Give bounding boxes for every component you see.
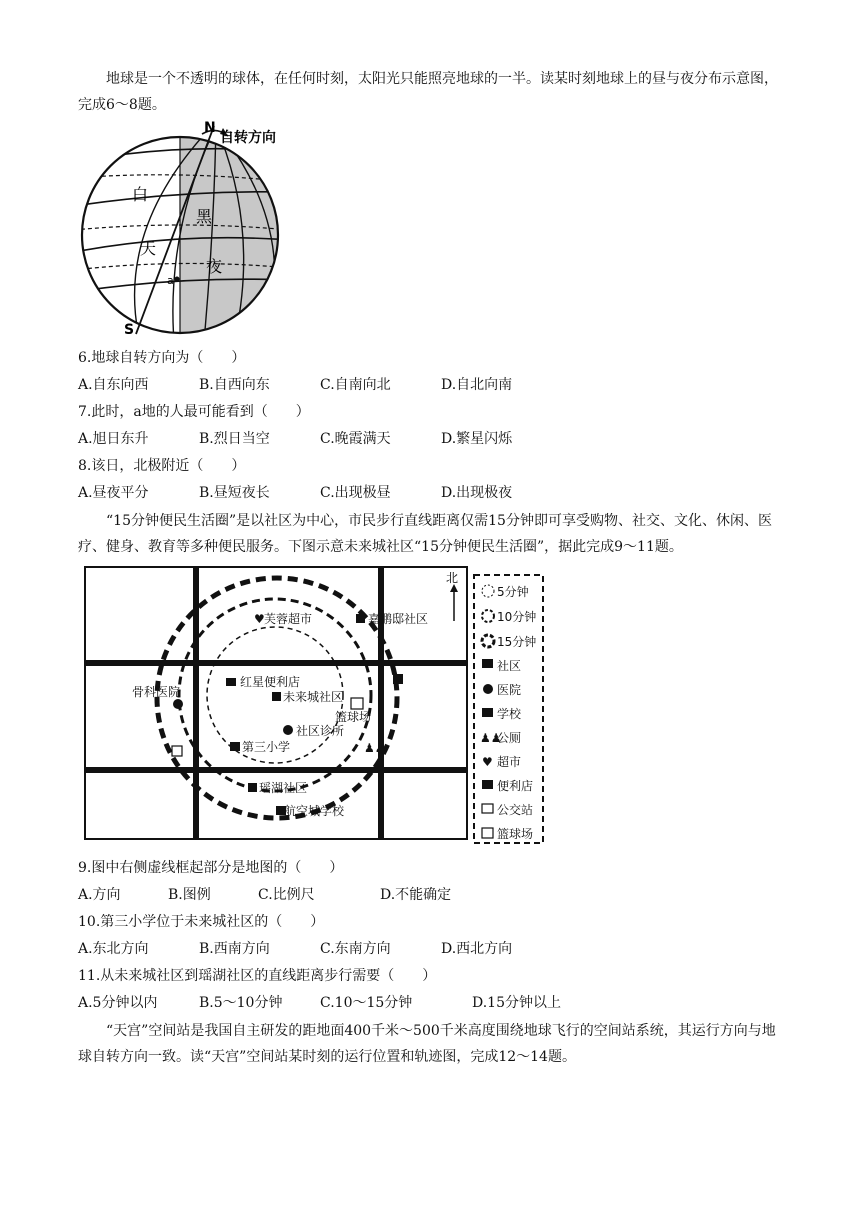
q6-stem: 6.地球自转方向为（ ） <box>78 350 246 366</box>
south-label: S <box>124 322 135 338</box>
option-c[interactable]: C.比例尺 <box>258 887 315 903</box>
community-icon <box>356 614 365 623</box>
legend-toilet-icon: ♟♟ <box>480 731 502 745</box>
legend-bus-icon <box>482 804 493 813</box>
legend-hospital: 医院 <box>497 683 522 697</box>
q11-options <box>78 993 561 1013</box>
legend-5min-icon <box>482 585 494 597</box>
north-label: N <box>204 120 216 136</box>
night-label-1: 黑 <box>196 207 213 226</box>
intro-paragraph-3: “天宫”空间站是我国自主研发的距地面400千米～500千米高度围绕地球飞行的空间站系统，其运行方向与地球自转方向一致。读“天宫”空间站某时刻的运行位置和轨迹图，完成12～14题。 <box>78 1023 776 1065</box>
north-label: 北 <box>446 571 459 585</box>
option-c[interactable]: C.晚霞满天 <box>320 431 391 447</box>
night-label-2: 夜 <box>206 257 223 276</box>
option-d[interactable]: D.15分钟以上 <box>472 995 561 1011</box>
supermarket-icon: ♥ <box>254 612 265 626</box>
option-c[interactable]: C.自南向北 <box>320 377 391 393</box>
community-clinic-label: 社区诊所 <box>296 724 345 738</box>
option-a[interactable]: A.方向 <box>78 887 121 903</box>
legend-store-icon <box>482 780 493 789</box>
legend-supermarket-icon: ♥ <box>482 755 493 769</box>
store-icon <box>393 674 403 684</box>
hospital-icon <box>283 725 293 735</box>
intro-paragraph-1: 地球是一个不透明的球体，在任何时刻，太阳光只能照亮地球的一半。读某时刻地球上的昼与夜分布示意图，完成6～8题。 <box>78 71 778 113</box>
q9-options <box>78 885 451 905</box>
legend-store: 便利店 <box>497 779 534 793</box>
option-a[interactable]: A.东北方向 <box>78 941 149 957</box>
option-c[interactable]: C.10～15分钟 <box>320 995 413 1011</box>
school-icon <box>230 742 240 751</box>
option-a[interactable]: A.旭日东升 <box>78 431 149 447</box>
legend-15min-icon <box>482 635 494 647</box>
legend-bus: 公交站 <box>497 803 534 817</box>
legend-hospital-icon <box>483 684 493 694</box>
intro-paragraph-2: “15分钟便民生活圈”是以社区为中心，市民步行直线距离仅需15分钟即可享受购物、社交、文化、休闲、医疗、健身、教育等多种便民服务。下图示意未来城社区“15分钟便民生活圈”，据此完成9～11题。 <box>78 513 772 555</box>
q7-options <box>78 429 512 449</box>
option-a[interactable]: A.自东向西 <box>78 377 149 393</box>
option-b[interactable]: B.自西向东 <box>199 377 270 393</box>
community-icon <box>272 692 281 701</box>
q8-stem: 8.该日，北极附近（ ） <box>78 458 246 474</box>
store-icon <box>226 678 236 686</box>
option-b[interactable]: B.昼短夜长 <box>199 485 270 501</box>
legend-community: 社区 <box>497 659 522 673</box>
q7-stem: 7.此时，a地的人最可能看到（ ） <box>78 404 310 420</box>
hongxing-store-label: 红星便利店 <box>240 675 301 689</box>
option-c[interactable]: C.出现极昼 <box>320 485 391 501</box>
rotation-direction-label: 自转方向 <box>220 130 276 146</box>
legend <box>474 575 543 843</box>
third-primary-school-label: 第三小学 <box>242 740 291 754</box>
q8-options <box>78 483 512 503</box>
q9-stem: 9.图中右侧虚线框起部分是地图的（ ） <box>78 860 344 876</box>
legend-5min: 5分钟 <box>497 585 529 599</box>
orthopedic-hospital-label: 骨科医院 <box>132 685 181 699</box>
basketball-court-label: 篮球场 <box>335 710 372 724</box>
option-b[interactable]: B.西南方向 <box>199 941 270 957</box>
q11-stem: 11.从未来城社区到瑶湖社区的直线距离步行需要（ ） <box>78 968 437 984</box>
legend-15min: 15分钟 <box>497 635 537 649</box>
option-d[interactable]: D.不能确定 <box>380 887 452 903</box>
hangkong-school-label: 航空城学校 <box>284 804 345 818</box>
legend-10min-icon <box>482 610 494 622</box>
legend-school: 学校 <box>497 707 522 721</box>
legend-school-icon <box>482 708 493 717</box>
option-b[interactable]: B.烈日当空 <box>199 431 270 447</box>
legend-court-icon <box>482 828 493 838</box>
legend-toilet: 公厕 <box>497 731 522 745</box>
furong-supermarket-label: 芙蓉超市 <box>264 612 313 626</box>
point-a-marker <box>175 277 180 282</box>
weilai-community-label: 未来城社区 <box>283 690 344 704</box>
night-half <box>180 130 290 340</box>
q10-stem: 10.第三小学位于未来城社区的（ ） <box>78 914 325 930</box>
option-d[interactable]: D.自北向南 <box>441 377 513 393</box>
option-d[interactable]: D.繁星闪烁 <box>441 431 513 447</box>
option-d[interactable]: D.出现极夜 <box>441 485 513 501</box>
legend-10min: 10分钟 <box>497 610 537 624</box>
legend-court: 篮球场 <box>497 827 534 841</box>
option-a[interactable]: A.5分钟以内 <box>78 995 158 1011</box>
q6-options <box>78 375 512 395</box>
legend-community-icon <box>482 659 493 668</box>
option-a[interactable]: A.昼夜平分 <box>78 485 149 501</box>
yaohu-community-label: 瑶湖社区 <box>259 781 308 795</box>
option-b[interactable]: B.图例 <box>168 887 211 903</box>
day-label-2: 天 <box>140 239 157 258</box>
hospital-icon <box>173 699 183 709</box>
map-frame <box>85 567 467 839</box>
jiapeng-community-label: 嘉鹏邸社区 <box>368 612 429 626</box>
legend-supermarket: 超市 <box>497 755 522 769</box>
option-d[interactable]: D.西北方向 <box>441 941 513 957</box>
toilet-icon: ♟♟ <box>364 741 386 755</box>
option-b[interactable]: B.5～10分钟 <box>199 995 283 1011</box>
community-icon <box>248 783 257 792</box>
living-circle-map <box>84 566 548 848</box>
option-c[interactable]: C.东南方向 <box>320 941 391 957</box>
q10-options <box>78 939 512 959</box>
day-night-globe-figure <box>74 120 314 340</box>
day-label-1: 白 <box>132 185 149 204</box>
point-a-label: a <box>167 274 174 287</box>
